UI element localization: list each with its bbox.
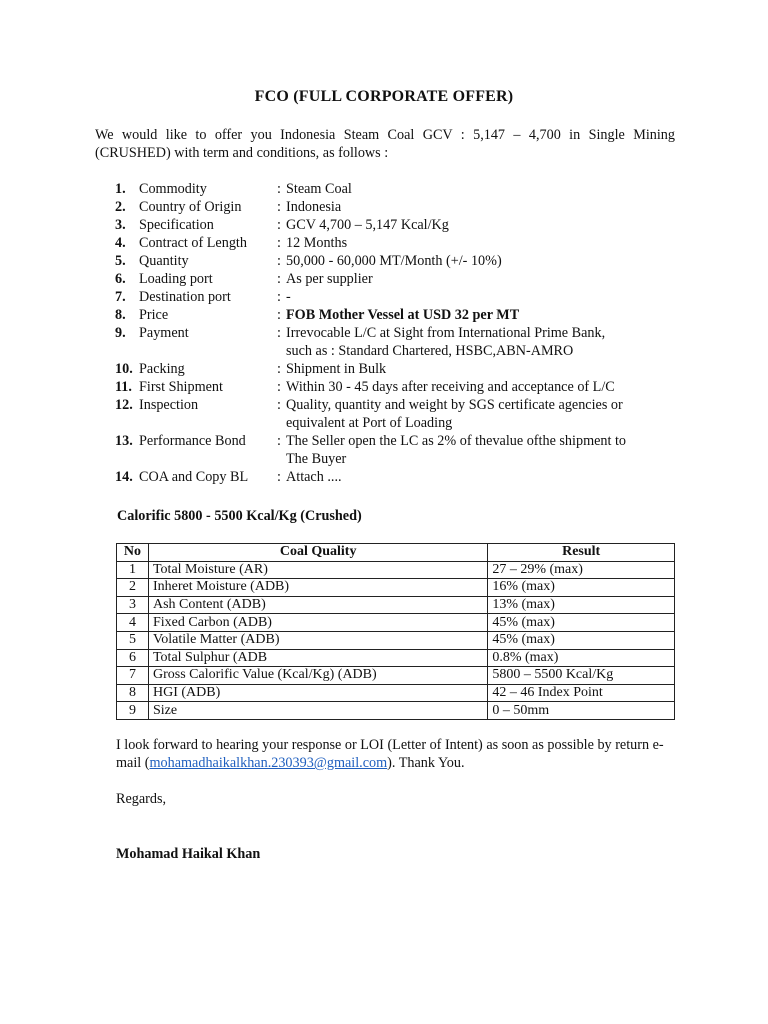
term-row: [115, 216, 675, 234]
term-label: Country of Origin: [139, 199, 242, 215]
term-row: [115, 306, 675, 324]
term-row: [115, 432, 675, 468]
term-row: [115, 252, 675, 270]
term-row: [115, 270, 675, 288]
term-colon: :: [277, 397, 281, 413]
row-number-cell: 9: [117, 702, 149, 720]
row-number-cell: 8: [117, 684, 149, 702]
table-row: [117, 649, 675, 667]
table-row: [117, 561, 675, 579]
term-row: [115, 360, 675, 378]
term-value: As per supplier: [286, 271, 373, 287]
table-row: [117, 596, 675, 614]
closing-text-end: ). Thank You.: [387, 755, 465, 771]
term-label: First Shipment: [139, 379, 223, 395]
coal-quality-cell: Inheret Moisture (ADB): [148, 579, 487, 597]
term-label: Inspection: [139, 397, 199, 413]
coal-quality-cell: Size: [148, 702, 487, 720]
coal-quality-cell: HGI (ADB): [148, 684, 487, 702]
coal-quality-cell: Total Moisture (AR): [148, 561, 487, 579]
coal-quality-cell: Ash Content (ADB): [148, 596, 487, 614]
coal-quality-cell: Volatile Matter (ADB): [148, 631, 487, 649]
term-value: The Seller open the LC as 2% of thevalue ofthe shipment to The Buyer: [286, 433, 627, 467]
table-row: [117, 631, 675, 649]
term-label: Price: [139, 307, 169, 323]
result-cell: 42 – 46 Index Point: [488, 684, 675, 702]
header-no: No: [117, 544, 149, 562]
signature-name: Mohamad Haikal Khan: [116, 846, 261, 862]
table-row: [117, 702, 675, 720]
term-number: 1.: [115, 181, 126, 197]
row-number-cell: 6: [117, 649, 149, 667]
term-value: Quality, quantity and weight by SGS certificate agencies or equivalent at Port of Loading: [286, 397, 623, 431]
term-value: 12 Months: [286, 235, 348, 251]
term-value: Attach ....: [286, 469, 342, 485]
result-cell: 5800 – 5500 Kcal/Kg: [488, 667, 675, 685]
term-colon: :: [277, 433, 281, 449]
term-colon: :: [277, 235, 281, 251]
result-cell: 0 – 50mm: [488, 702, 675, 720]
term-number: 3.: [115, 217, 126, 233]
terms-list: [115, 180, 675, 486]
header-result: Result: [488, 544, 675, 562]
term-value: GCV 4,700 – 5,147 Kcal/Kg: [286, 217, 449, 233]
table-header-row: [117, 544, 675, 562]
header-coal-quality: Coal Quality: [148, 544, 487, 562]
coal-quality-cell: Gross Calorific Value (Kcal/Kg) (ADB): [148, 667, 487, 685]
coal-quality-cell: Fixed Carbon (ADB): [148, 614, 487, 632]
term-value: FOB Mother Vessel at USD 32 per MT: [286, 307, 520, 323]
row-number-cell: 5: [117, 631, 149, 649]
term-label: Performance Bond: [139, 433, 246, 449]
term-number: 6.: [115, 271, 126, 287]
document-title: FCO (FULL CORPORATE OFFER): [254, 88, 514, 105]
term-value: Indonesia: [286, 199, 342, 215]
coal-quality-table: [116, 543, 675, 720]
term-row: [115, 468, 675, 486]
term-value: Within 30 - 45 days after receiving and acceptance of L/C: [286, 379, 615, 395]
term-colon: :: [277, 181, 281, 197]
term-label: Payment: [139, 325, 189, 341]
row-number-cell: 2: [117, 579, 149, 597]
result-cell: 45% (max): [488, 614, 675, 632]
term-colon: :: [277, 361, 281, 377]
term-colon: :: [277, 307, 281, 323]
term-label: Loading port: [139, 271, 213, 287]
term-label: Destination port: [139, 289, 231, 305]
term-colon: :: [277, 379, 281, 395]
term-colon: :: [277, 271, 281, 287]
term-colon: :: [277, 325, 281, 341]
term-colon: :: [277, 199, 281, 215]
result-cell: 0.8% (max): [488, 649, 675, 667]
term-number: 10.: [115, 361, 133, 377]
term-label: COA and Copy BL: [139, 469, 249, 485]
term-number: 14.: [115, 469, 133, 485]
term-row: [115, 288, 675, 306]
term-value: Shipment in Bulk: [286, 361, 387, 377]
term-row: [115, 324, 675, 360]
term-label: Commodity: [139, 181, 207, 197]
row-number-cell: 3: [117, 596, 149, 614]
result-cell: 16% (max): [488, 579, 675, 597]
term-number: 4.: [115, 235, 126, 251]
term-number: 2.: [115, 199, 126, 215]
row-number-cell: 1: [117, 561, 149, 579]
term-colon: :: [277, 253, 281, 269]
table-row: [117, 579, 675, 597]
term-value: 50,000 - 60,000 MT/Month (+/- 10%): [286, 253, 502, 269]
row-number-cell: 7: [117, 667, 149, 685]
table-row: [117, 614, 675, 632]
term-row: [115, 180, 675, 198]
term-colon: :: [277, 289, 281, 305]
term-colon: :: [277, 469, 281, 485]
term-label: Packing: [139, 361, 185, 377]
term-number: 7.: [115, 289, 126, 305]
term-number: 13.: [115, 433, 133, 449]
email-link[interactable]: mohamadhaikalkhan.230393@gmail.com: [149, 755, 388, 771]
term-label: Quantity: [139, 253, 189, 269]
result-cell: 45% (max): [488, 631, 675, 649]
row-number-cell: 4: [117, 614, 149, 632]
table-row: [117, 667, 675, 685]
table-row: [117, 684, 675, 702]
term-value: Irrevocable L/C at Sight from International Prime Bank, such as : Standard Chartered, HSBC,ABN-AMRO: [286, 325, 606, 359]
term-row: [115, 378, 675, 396]
closing-text: I look forward to hearing your response or LOI (Letter of Intent) as soon as possible by return e-mail (: [116, 737, 664, 771]
term-label: Specification: [139, 217, 214, 233]
term-label: Contract of Length: [139, 235, 247, 251]
term-number: 8.: [115, 307, 126, 323]
calorific-heading: Calorific 5800 - 5500 Kcal/Kg (Crushed): [117, 508, 362, 524]
intro-paragraph: We would like to offer you Indonesia Steam Coal GCV : 5,147 – 4,700 in Single Mining (CRUSHED) with term and conditions, as follows :: [95, 127, 675, 161]
term-number: 11.: [115, 379, 132, 395]
term-colon: :: [277, 217, 281, 233]
closing-paragraph: [116, 736, 676, 772]
coal-quality-cell: Total Sulphur (ADB: [148, 649, 487, 667]
term-number: 12.: [115, 397, 133, 413]
term-number: 5.: [115, 253, 126, 269]
term-row: [115, 396, 675, 432]
regards-line: Regards,: [116, 791, 167, 807]
result-cell: 27 – 29% (max): [488, 561, 675, 579]
term-row: [115, 234, 675, 252]
term-value: Steam Coal: [286, 181, 352, 197]
result-cell: 13% (max): [488, 596, 675, 614]
term-number: 9.: [115, 325, 126, 341]
term-value: -: [286, 289, 291, 305]
term-row: [115, 198, 675, 216]
